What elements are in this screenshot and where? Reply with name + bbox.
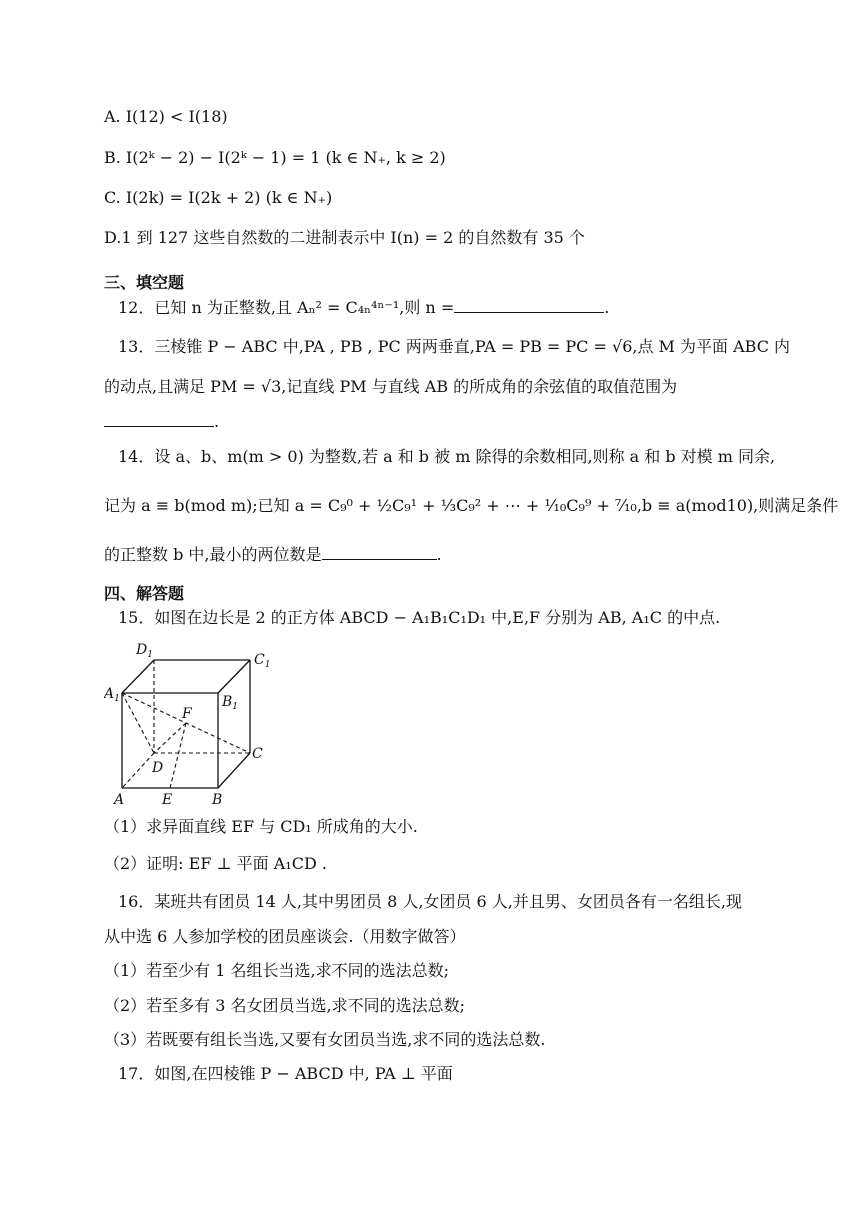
option-b: B. I(2ᵏ − 2) − I(2ᵏ − 1) = 1 (k ∈ N₊, k ≥ 2) xyxy=(104,148,446,167)
question-17: 17．如图,在四棱锥 P − ABCD 中, PA ⊥ 平面 xyxy=(118,1064,453,1083)
option-d: D.1 到 127 这些自然数的二进制表示中 I(n) = 2 的自然数有 35 个 xyxy=(104,228,585,247)
question-14-line-1: 14．设 a、b、m(m > 0) 为整数,若 a 和 b 被 m 除得的余数相同,则称 a 和 b 对模 m 同余, xyxy=(118,447,776,466)
cube-figure xyxy=(104,640,284,810)
question-14-line-2: 记为 a ≡ b(mod m);已知 a = C₉⁰ + ½C₉¹ + ⅓C₉² + ⋯ + ¹⁄₁₀C₉⁹ + ⁷⁄₁₀,b ≡ a(mod10),则满足条件 xyxy=(104,496,839,515)
question-15-part-1: （1）求异面直线 EF 与 CD₁ 所成角的大小. xyxy=(104,817,418,836)
q14-end: . xyxy=(436,545,442,564)
question-16-part-2: （2）若至多有 3 名女团员当选,求不同的选法总数; xyxy=(104,996,466,1015)
section-fill-in-heading: 三、填空题 xyxy=(104,273,185,292)
question-16-line-2: 从中选 6 人参加学校的团员座谈会.（用数字做答） xyxy=(104,927,466,946)
q14-text: 的正整数 b 中,最小的两位数是 xyxy=(104,545,322,564)
question-16-part-3: （3）若既要有组长当选,又要有女团员当选,求不同的选法总数. xyxy=(104,1030,546,1049)
q13-end: . xyxy=(214,412,220,431)
q14-answer-blank xyxy=(322,543,437,560)
option-c: C. I(2k) = I(2k + 2) (k ∈ N₊) xyxy=(104,188,333,207)
question-13-line-2: 的动点,且满足 PM = √3,记直线 PM 与直线 AB 的所成角的余弦值的取值范围为 xyxy=(104,377,678,396)
section-solutions-heading: 四、解答题 xyxy=(104,584,185,603)
label-d: D xyxy=(152,760,164,776)
option-a: A. I(12) < I(18) xyxy=(104,107,228,126)
q13-answer-blank xyxy=(104,410,214,427)
label-c: C xyxy=(252,746,263,762)
q12-answer-blank xyxy=(454,296,604,313)
question-14-line-3 xyxy=(104,543,442,566)
question-16-part-1: （1）若至少有 1 名组长当选,求不同的选法总数; xyxy=(104,961,450,980)
question-13-line-3 xyxy=(104,410,219,433)
question-12 xyxy=(118,296,609,319)
label-b: B xyxy=(212,792,223,808)
label-e: E xyxy=(162,792,173,808)
label-a: A xyxy=(114,792,125,808)
q12-end: . xyxy=(604,298,610,317)
question-13-line-1: 13．三棱锥 P − ABC 中,PA , PB , PC 两两垂直,PA = PB = PC = √6,点 M 为平面 ABC 内 xyxy=(118,337,791,356)
label-d1: $D_1$ xyxy=(136,642,153,660)
question-15: 15．如图在边长是 2 的正方体 ABCD − A₁B₁C₁D₁ 中,E,F 分别为 AB, A₁C 的中点. xyxy=(118,608,721,627)
label-c1: $C_1$ xyxy=(254,652,271,670)
label-a1: $A_1$ xyxy=(104,686,120,704)
question-15-part-2: （2）证明: EF ⊥ 平面 A₁CD . xyxy=(104,854,327,873)
label-b1: $B_1$ xyxy=(222,694,239,712)
question-16-line-1: 16．某班共有团员 14 人,其中男团员 8 人,女团员 6 人,并且男、女团员各有一名组长,现 xyxy=(118,892,742,911)
label-f: F xyxy=(182,706,192,722)
q12-text: 12．已知 n 为正整数,且 Aₙ² = C₄ₙ⁴ⁿ⁻¹,则 n = xyxy=(118,298,455,317)
